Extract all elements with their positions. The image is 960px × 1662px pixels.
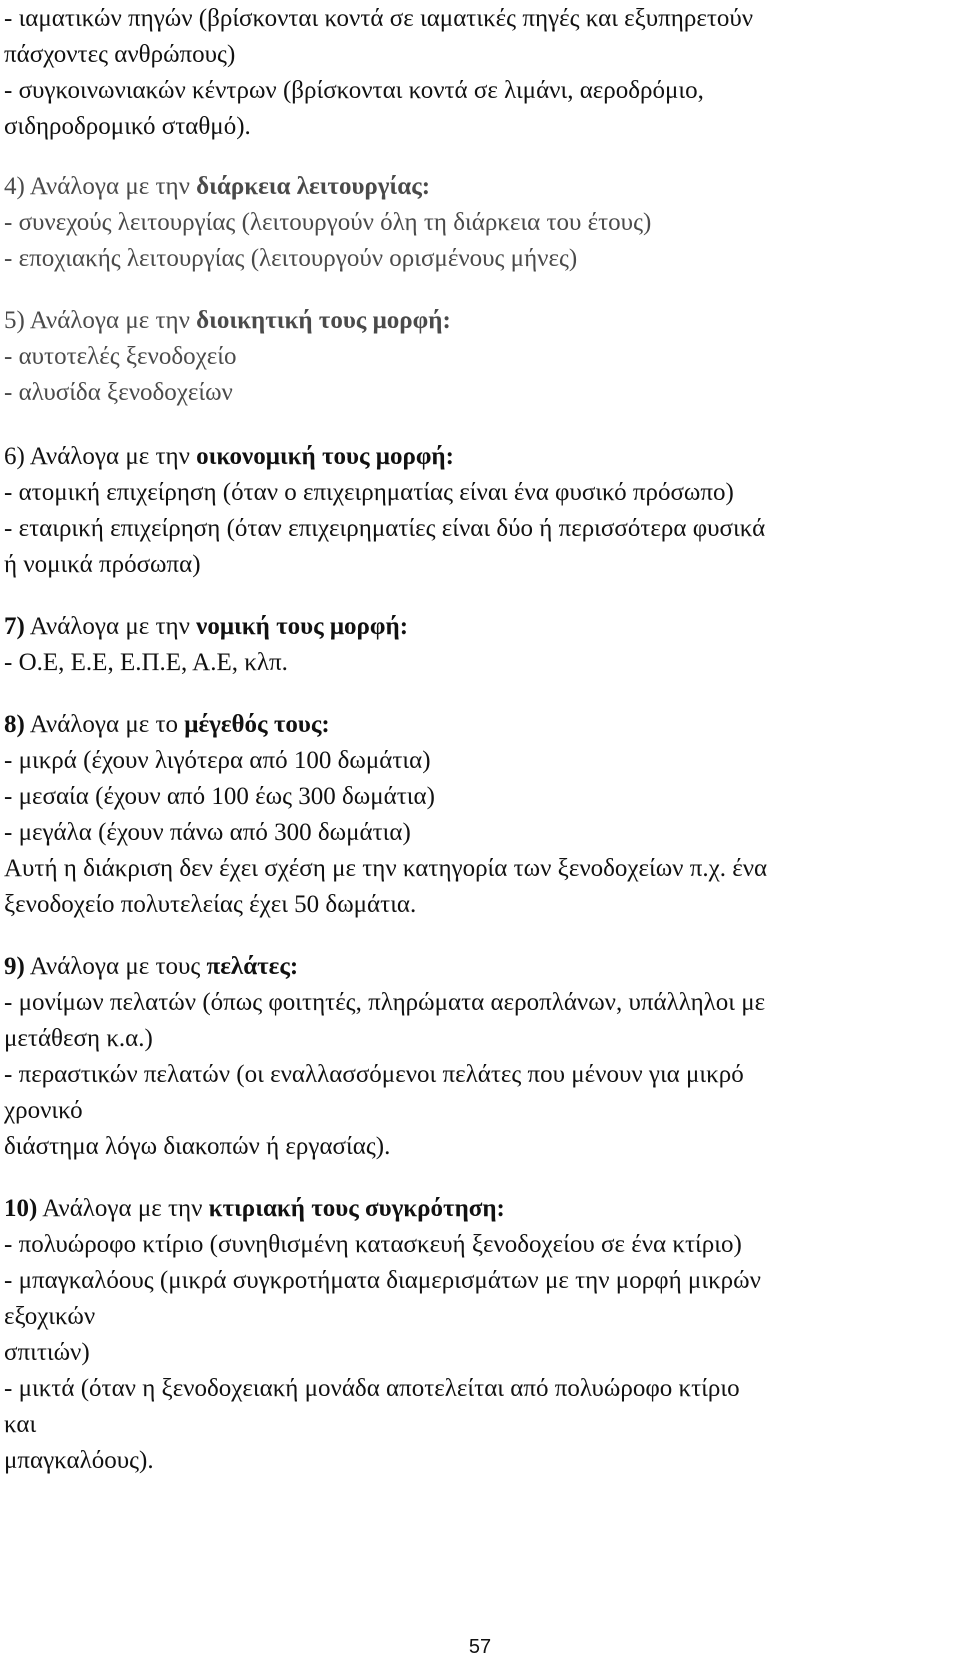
list-item: - συνεχούς λειτουργίας (λειτουργούν όλη τη διάρκεια του έτους): [4, 209, 652, 236]
list-item-continuation: πάσχοντες ανθρώπους): [4, 41, 236, 68]
section-number: 7): [4, 613, 25, 640]
list-item: - εποχιακής λειτουργίας (λειτουργούν ορισμένους μήνες): [4, 245, 578, 272]
list-item: - ιαματικών πηγών (βρίσκονται κοντά σε ιαματικές πηγές και εξυπηρετούν: [4, 5, 754, 32]
list-item: - μικρά (έχουν λιγότερα από 100 δωμάτια): [4, 747, 431, 774]
section-number: 9): [4, 953, 25, 980]
list-item-continuation: διάστημα λόγω διακοπών ή εργασίας).: [4, 1133, 391, 1160]
heading-emphasis: νομική τους μορφή:: [196, 613, 409, 640]
list-item-continuation: χρονικό: [4, 1097, 83, 1124]
list-item-continuation: μπαγκαλόους).: [4, 1447, 154, 1474]
list-item: - εταιρική επιχείρηση (όταν επιχειρηματίες είναι δύο ή περισσότερα φυσικά: [4, 515, 766, 542]
page-number: 57: [468, 1636, 492, 1658]
section-heading-7: 7) Ανάλογα με την νομική τους μορφή:: [4, 613, 409, 640]
list-item: - αυτοτελές ξενοδοχείο: [4, 343, 237, 370]
heading-emphasis: μέγεθός τους:: [184, 711, 330, 738]
list-item: - ατομική επιχείρηση (όταν ο επιχειρηματίας είναι ένα φυσικό πρόσωπο): [4, 479, 734, 506]
section-number: 10): [4, 1195, 38, 1222]
list-item-continuation: μετάθεση κ.α.): [4, 1025, 153, 1052]
list-item: - συγκοινωνιακών κέντρων (βρίσκονται κοντά σε λιμάνι, αεροδρόμιο,: [4, 77, 704, 104]
heading-emphasis: οικονομική τους μορφή:: [196, 443, 454, 470]
list-item-continuation: ή νομικά πρόσωπα): [4, 551, 201, 578]
section-heading-8: 8) Ανάλογα με το μέγεθός τους:: [4, 711, 330, 738]
list-item: - αλυσίδα ξενοδοχείων: [4, 379, 233, 406]
section-number: 8): [4, 711, 25, 738]
list-item: - μεσαία (έχουν από 100 έως 300 δωμάτια): [4, 783, 435, 810]
paragraph-line: ξενοδοχείο πολυτελείας έχει 50 δωμάτια.: [4, 891, 417, 918]
list-item-continuation: σιδηροδρομικό σταθμό).: [4, 113, 251, 140]
list-item: - περαστικών πελατών (οι εναλλασσόμενοι πελάτες που μένουν για μικρό: [4, 1061, 744, 1088]
list-item-continuation: εξοχικών: [4, 1303, 96, 1330]
list-item: - μπαγκαλόους (μικρά συγκροτήματα διαμερισμάτων με την μορφή μικρών: [4, 1267, 761, 1294]
list-item: - πολυώροφο κτίριο (συνηθισμένη κατασκευή ξενοδοχείου σε ένα κτίριο): [4, 1231, 742, 1258]
list-item: - μεγάλα (έχουν πάνω από 300 δωμάτια): [4, 819, 411, 846]
list-item: - μονίμων πελατών (όπως φοιτητές, πληρώματα αεροπλάνων, υπάλληλοι με: [4, 989, 766, 1016]
list-item: - Ο.Ε, Ε.Ε, Ε.Π.Ε, Α.Ε, κλπ.: [4, 649, 288, 676]
list-item-continuation: σπιτιών): [4, 1339, 90, 1366]
heading-emphasis: κτιριακή τους συγκρότηση:: [208, 1195, 505, 1222]
section-heading-4: 4) Ανάλογα με την διάρκεια λειτουργίας:: [4, 173, 431, 200]
section-heading-10: 10) Ανάλογα με την κτιριακή τους συγκρότηση:: [4, 1195, 505, 1222]
paragraph-line: Αυτή η διάκριση δεν έχει σχέση με την κατηγορία των ξενοδοχείων π.χ. ένα: [4, 855, 768, 882]
heading-emphasis: διοικητική τους μορφή:: [196, 307, 451, 334]
section-heading-5: 5) Ανάλογα με την διοικητική τους μορφή:: [4, 307, 451, 334]
list-item-continuation: και: [4, 1411, 37, 1438]
heading-emphasis: διάρκεια λειτουργίας:: [196, 173, 431, 200]
section-heading-6: 6) Ανάλογα με την οικονομική τους μορφή:: [4, 443, 454, 470]
heading-emphasis: πελάτες:: [206, 953, 299, 980]
section-heading-9: 9) Ανάλογα με τους πελάτες:: [4, 953, 299, 980]
list-item: - μικτά (όταν η ξενοδοχειακή μονάδα αποτελείται από πολυώροφο κτίριο: [4, 1375, 740, 1402]
